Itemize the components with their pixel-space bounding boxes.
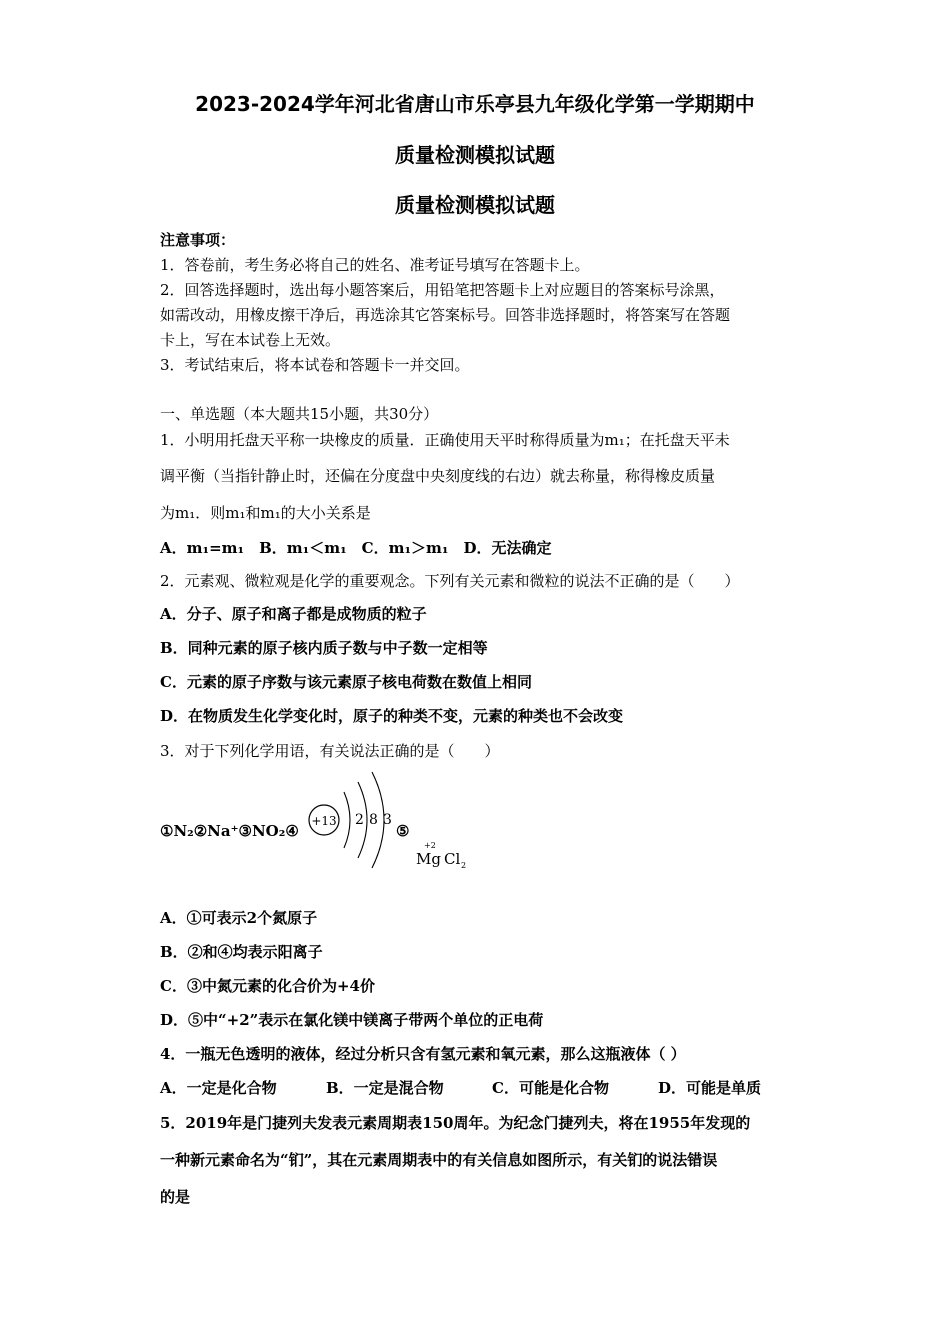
q3-item5-label: ⑤	[396, 822, 410, 840]
shell-3-electrons: 3	[383, 812, 392, 828]
q5-line2: 一种新元素命名为“钔”，其在元素周期表中的有关信息如图所示，有关钔的说法错误	[160, 1151, 718, 1169]
doc-title-line2: 质量检测模拟试题	[395, 143, 555, 167]
shell-1-electrons: 2	[355, 812, 364, 828]
q5-line1: 5．2019年是门捷列夫发表元素周期表150周年。为纪念门捷列夫，将在1955年发现的	[160, 1114, 751, 1132]
q3-option-d: D．⑤中“+2”表示在氯化镁中镁离子带两个单位的正电荷	[160, 1011, 544, 1029]
electron-shell-1	[344, 792, 350, 848]
formula-mg: Mg	[416, 850, 441, 868]
nucleus-charge: +13	[311, 814, 337, 828]
q4-option-b: B．一定是混合物	[326, 1079, 444, 1097]
q4-option-d: D．可能是单质	[658, 1079, 762, 1097]
q2-option-b: B．同种元素的原子核内质子数与中子数一定相等	[160, 639, 488, 657]
q4-option-c: C．可能是化合物	[492, 1079, 609, 1097]
q3-option-a: A．①可表示2个氮原子	[160, 909, 318, 927]
q2-option-d: D．在物质发生化学变化时，原子的种类不变，元素的种类也不会改变	[160, 707, 624, 725]
valence-label: +2	[424, 841, 436, 850]
q1-line3: 为m₁．则m₁和m₁的大小关系是	[160, 504, 371, 522]
q2-option-a: A．分子、原子和离子都是成物质的粒子	[160, 605, 427, 623]
q4-stem: 4．一瓶无色透明的液体，经过分析只含有氢元素和氧元素，那么这瓶液体（ ）	[160, 1045, 686, 1063]
q3-symbols: ①N₂②Na⁺③NO₂④	[160, 822, 299, 840]
q3-stem: 3．对于下列化学用语，有关说法正确的是（ ）	[160, 742, 500, 760]
doc-title-line3: 质量检测模拟试题	[395, 193, 555, 217]
q2-option-c: C．元素的原子序数与该元素原子核电荷数在数值上相同	[160, 673, 532, 691]
doc-title-line1: 2023-2024学年河北省唐山市乐亭县九年级化学第一学期期中	[195, 92, 755, 116]
q4-options	[160, 1077, 761, 1098]
q3-option-b: B．②和④均表示阳离子	[160, 943, 323, 961]
note-2-line2: 如需改动，用橡皮擦干净后，再选涂其它答案标号。回答非选择题时，将答案写在答题	[160, 306, 731, 324]
note-1: 1．答卷前，考生务必将自己的姓名、准考证号填写在答题卡上。	[160, 256, 590, 274]
note-2-line1: 2．回答选择题时，选出每小题答案后，用铅笔把答题卡上对应题目的答案标号涂黑，	[160, 281, 725, 299]
note-2-line3: 卡上，写在本试卷上无效。	[160, 331, 341, 349]
shell-2-electrons: 8	[369, 812, 378, 828]
q1-line2: 调平衡（当指针静止时，还偏在分度盘中央刻度线的右边）就去称量，称得橡皮质量	[160, 467, 716, 485]
formula-subscript: 2	[461, 861, 467, 870]
q3-diagram	[158, 768, 488, 878]
note-3: 3．考试结束后，将本试卷和答题卡一并交回。	[160, 356, 470, 374]
q2-stem: 2．元素观、微粒观是化学的重要观念。下列有关元素和微粒的说法不正确的是（ ）	[160, 572, 740, 590]
q1-line1: 1．小明用托盘天平称一块橡皮的质量．正确使用天平时称得质量为m₁；在托盘天平未	[160, 431, 730, 449]
formula-cl: Cl	[444, 850, 461, 868]
q3-option-c: C．③中氮元素的化合价为+4价	[160, 977, 375, 995]
q1-options: A．m₁=m₁ B．m₁＜m₁ C．m₁＞m₁ D．无法确定	[160, 539, 552, 557]
q5-line3: 的是	[160, 1188, 191, 1206]
notes-heading: 注意事项：	[160, 231, 236, 249]
section-heading: 一、单选题（本大题共15小题，共30分）	[160, 405, 439, 423]
q4-option-a: A．一定是化合物	[160, 1079, 277, 1097]
